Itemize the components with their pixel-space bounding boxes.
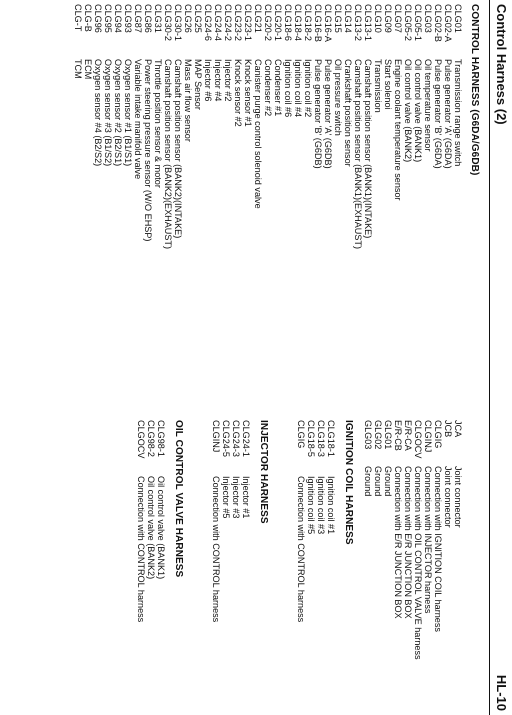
connector-description: Ground — [383, 466, 393, 497]
connector-code: CLG18-3 — [316, 420, 326, 457]
connector-code: CLG18-4 — [293, 4, 303, 41]
list-item — [221, 420, 231, 622]
connector-description: Injector #4 — [213, 59, 223, 102]
list-item — [323, 4, 333, 249]
list-item — [103, 4, 113, 249]
injector-harness-title: INJECTOR HARNESS — [258, 420, 269, 524]
connector-description: Ignition coil #2 — [303, 59, 313, 118]
connector-description: Transmission — [373, 59, 383, 113]
connector-code: CLG18-6 — [283, 4, 293, 41]
list-item — [383, 420, 393, 660]
connector-description: Oxygen sensor #2 (B2/S1) — [113, 59, 123, 167]
connector-code: CLG30-1 — [173, 4, 183, 41]
connector-description: Connection with E/R JUNCTION BOX — [403, 466, 413, 619]
connector-description: Pulse generator 'A' (G6DA) — [443, 59, 453, 169]
connector-code: CLG23-2 — [233, 4, 243, 41]
connector-description: Oil control valve (BANK1) — [413, 59, 423, 163]
connector-code: CLG23-1 — [243, 4, 253, 41]
connector-code: CLG13-1 — [363, 4, 373, 41]
list-item — [326, 420, 336, 622]
connector-code: JCA — [453, 420, 463, 438]
list-item — [433, 420, 443, 660]
page-header — [490, 0, 512, 715]
connector-code: E/R-CA — [403, 420, 413, 451]
connector-code: CLG24-6 — [203, 4, 213, 41]
list-item — [273, 4, 283, 249]
connector-description: Ignition coil #6 — [283, 59, 293, 118]
connector-description: Engine coolant temperature sensor — [393, 59, 403, 201]
list-item — [243, 4, 253, 249]
list-item — [233, 4, 243, 249]
connector-description: Ignition coil #4 — [293, 59, 303, 118]
connector-description: Pulse generator 'B' (G6DA) — [433, 59, 443, 169]
connector-description: Injector #6 — [203, 59, 213, 102]
connector-code: CLG24-2 — [223, 4, 233, 41]
list-item — [413, 4, 423, 249]
list-item — [283, 4, 293, 249]
connector-code: CLG05-2 — [403, 4, 413, 41]
connector-code: CLG16-A — [323, 4, 333, 42]
connector-description: ECM — [83, 59, 93, 80]
connector-code: CLG-B — [83, 4, 93, 32]
list-item — [333, 4, 343, 249]
connector-code: CLG86 — [143, 4, 153, 33]
connector-code: CLGOCV — [413, 420, 423, 459]
connector-description: Ground — [363, 466, 373, 497]
connector-code: E/R-CB — [393, 420, 403, 451]
connector-code: CLG09 — [383, 4, 393, 33]
connector-description: Ground — [373, 466, 383, 497]
connector-description: Injector #1 — [241, 476, 251, 519]
list-item — [343, 4, 353, 249]
list-item — [193, 4, 203, 249]
connector-code: CLG93 — [123, 4, 133, 33]
connector-code: CLG21 — [253, 4, 263, 33]
connector-code: CLGINJ — [211, 420, 221, 453]
connector-code: CLG07 — [393, 4, 403, 33]
control-harness-list — [73, 4, 463, 249]
ignition-coil-harness-title: IGNITION COIL HARNESS — [343, 420, 354, 545]
connector-description: Pulse generator 'B' (G6DB) — [313, 59, 323, 169]
connector-description: Oxygen sensor #1 (B1/S1) — [123, 59, 133, 167]
injector-harness-list — [211, 420, 251, 622]
list-item — [73, 4, 83, 249]
connector-description: Connection with CONTROL harness — [136, 476, 146, 623]
list-item — [133, 4, 143, 249]
connector-description: Power steering pressure sensor (W/O EHSP) — [143, 59, 153, 242]
connector-description: Connection with CONTROL harness — [296, 476, 306, 623]
connector-code: CLG14 — [343, 4, 353, 33]
connector-code: CLGOCV — [136, 420, 146, 459]
oil-control-valve-harness-title: OIL CONTROL VALVE HARNESS — [173, 420, 184, 578]
connector-description: Camshaft position sensor (BANK1)(EXHAUST) — [353, 59, 363, 250]
connector-code: GLG03 — [363, 420, 373, 450]
connector-description: Variable intake manifold valve — [133, 59, 143, 180]
connector-description: Oxygen sensor #4 (B2/S2) — [93, 59, 103, 167]
list-item — [313, 4, 323, 249]
connector-description: Canister purge control solenoid valve — [253, 59, 263, 209]
connector-description: Connection with E/R JUNCTION BOX — [393, 466, 403, 619]
connector-list — [363, 420, 463, 660]
list-item — [113, 4, 123, 249]
connector-code: CLG24-3 — [231, 420, 241, 457]
connector-code: CLG05-1 — [413, 4, 423, 41]
connector-description: Oil control valve (BANK1) — [156, 476, 166, 580]
list-item — [211, 420, 221, 622]
connector-description: Start solenoi — [383, 59, 393, 110]
list-item — [293, 4, 303, 249]
connector-description: Connection with CONTROL harness — [211, 476, 221, 623]
header-divider — [489, 0, 490, 715]
list-item — [83, 4, 93, 249]
connector-description: Oxygen sensor #3 (B1/S2) — [103, 59, 113, 167]
connector-description: Camshaft position sensor (BANK2)(INTAKE) — [173, 59, 183, 239]
connector-code: CLG26 — [183, 4, 193, 33]
connector-description: Connection with IGNITION COIL harness — [433, 466, 443, 632]
list-item — [413, 420, 423, 660]
list-item — [373, 4, 383, 249]
connector-description: Ignition coil #5 — [306, 476, 316, 535]
list-item — [223, 4, 233, 249]
connector-description: MAP Sensor — [193, 59, 203, 110]
connector-code: CLG87 — [133, 4, 143, 33]
list-item — [253, 4, 263, 249]
list-item — [296, 420, 306, 622]
connector-code: CLG03 — [423, 4, 433, 33]
connector-description: Ignition coil #1 — [326, 476, 336, 535]
list-item — [93, 4, 103, 249]
list-item — [453, 4, 463, 249]
list-item — [156, 420, 166, 622]
connector-code: CLG98-2 — [146, 420, 156, 457]
connector-code: CLG31 — [153, 4, 163, 33]
connector-code: JCB — [443, 420, 453, 438]
list-item — [433, 4, 443, 249]
list-item — [443, 420, 453, 660]
connector-code: CLG98-1 — [156, 420, 166, 457]
list-item — [143, 4, 153, 249]
list-item — [393, 4, 403, 249]
list-item — [363, 4, 373, 249]
list-item — [146, 420, 156, 622]
list-item — [316, 420, 326, 622]
connector-description: TCM — [73, 59, 83, 79]
list-item — [231, 420, 241, 622]
list-item — [163, 4, 173, 249]
connector-description: Condenser #2 — [263, 59, 273, 117]
list-item — [153, 4, 163, 249]
connector-description: Pulse generator 'A' (G6DB) — [323, 59, 333, 169]
control-harness-title: CONTROL HARNESS (G6DA/G6DB) — [469, 4, 480, 176]
connector-description: Knock sensor #2 — [233, 59, 243, 127]
connector-description: Connection with OIL CONTROL VALVE harness — [413, 466, 423, 660]
list-item — [306, 420, 316, 622]
connector-description: Crankshaft position sensor — [343, 59, 353, 167]
list-item — [403, 420, 413, 660]
connector-description: Oil temperature sensor — [423, 59, 433, 152]
connector-code: CLG30-2 — [163, 4, 173, 41]
connector-description: Injector #2 — [223, 59, 233, 102]
connector-code: CLGIG — [433, 420, 443, 449]
connector-code: CLG20-2 — [263, 4, 273, 41]
list-item — [241, 420, 251, 622]
connector-code: CLGINJ — [423, 420, 433, 453]
list-item — [353, 4, 363, 249]
page-title: Control Harness (2) — [494, 4, 509, 125]
connector-code: CLG18-1 — [326, 420, 336, 457]
connector-code: CLG02-B — [433, 4, 443, 42]
list-item — [423, 4, 433, 249]
connector-code: CLG24-4 — [213, 4, 223, 41]
connector-description: Condenser #1 — [273, 59, 283, 117]
list-item — [183, 4, 193, 249]
list-item — [383, 4, 393, 249]
connector-code: CLG13-2 — [353, 4, 363, 41]
connector-code: CLGIG — [296, 420, 306, 449]
list-item — [393, 420, 403, 660]
connector-description: Injector #3 — [231, 476, 241, 519]
connector-code: CLG18-5 — [306, 420, 316, 457]
connector-description: Mass air flow sensor — [183, 59, 193, 142]
list-item — [443, 4, 453, 249]
list-item — [263, 4, 273, 249]
list-item — [173, 4, 183, 249]
connector-code: CLG15 — [333, 4, 343, 33]
connector-description: Oil control valve (BANK2) — [403, 59, 413, 163]
list-item — [123, 4, 133, 249]
list-item — [203, 4, 213, 249]
connector-code: CLG25 — [193, 4, 203, 33]
page-number: HL-10 — [494, 674, 509, 711]
connector-code: CLG20-1 — [273, 4, 283, 41]
list-item — [373, 420, 383, 660]
connector-code: GLG02 — [373, 420, 383, 450]
connector-code: CLG94 — [113, 4, 123, 33]
connector-code: GLG01 — [383, 420, 393, 450]
connector-code: CLG24-1 — [241, 420, 251, 457]
connector-description: Transmission range switch — [453, 59, 463, 167]
connector-code: CLG02-A — [443, 4, 453, 42]
connector-code: CLG10 — [373, 4, 383, 33]
connector-code: CLG24-5 — [221, 420, 231, 457]
list-item — [403, 4, 413, 249]
list-item — [303, 4, 313, 249]
list-item — [136, 420, 146, 622]
connector-description: Throttle position sensor & motor — [153, 59, 163, 188]
ignition-coil-harness-list — [296, 420, 336, 622]
list-item — [453, 420, 463, 660]
connector-description: Injector #5 — [221, 476, 231, 519]
list-item — [213, 4, 223, 249]
oil-control-valve-harness-list — [136, 420, 166, 622]
connector-description: Knock sensor #1 — [243, 59, 253, 127]
connector-code: CLG16-B — [313, 4, 323, 42]
connector-description: Joint connector — [443, 466, 453, 528]
connector-description: Oil pressure switch — [333, 59, 343, 136]
connector-description: Camshaft position sensor (BANK1)(INTAKE) — [363, 59, 373, 239]
list-item — [423, 420, 433, 660]
connector-description: Oil control valve (BANK2) — [146, 476, 156, 580]
connector-code: CLG18-2 — [303, 4, 313, 41]
connector-code: CLG-T — [73, 4, 83, 32]
connector-description: Ignition coil #3 — [316, 476, 326, 535]
connector-description: Camshaft position sensor (BANK2)(EXHAUST) — [163, 59, 173, 250]
connector-description: Joint connector — [453, 466, 463, 528]
connector-code: CLG01 — [453, 4, 463, 33]
connector-description: Connection with INJECTOR harness — [423, 466, 433, 614]
list-item — [363, 420, 373, 660]
connector-code: CLG95 — [103, 4, 113, 33]
connector-code: CLG96 — [93, 4, 103, 33]
